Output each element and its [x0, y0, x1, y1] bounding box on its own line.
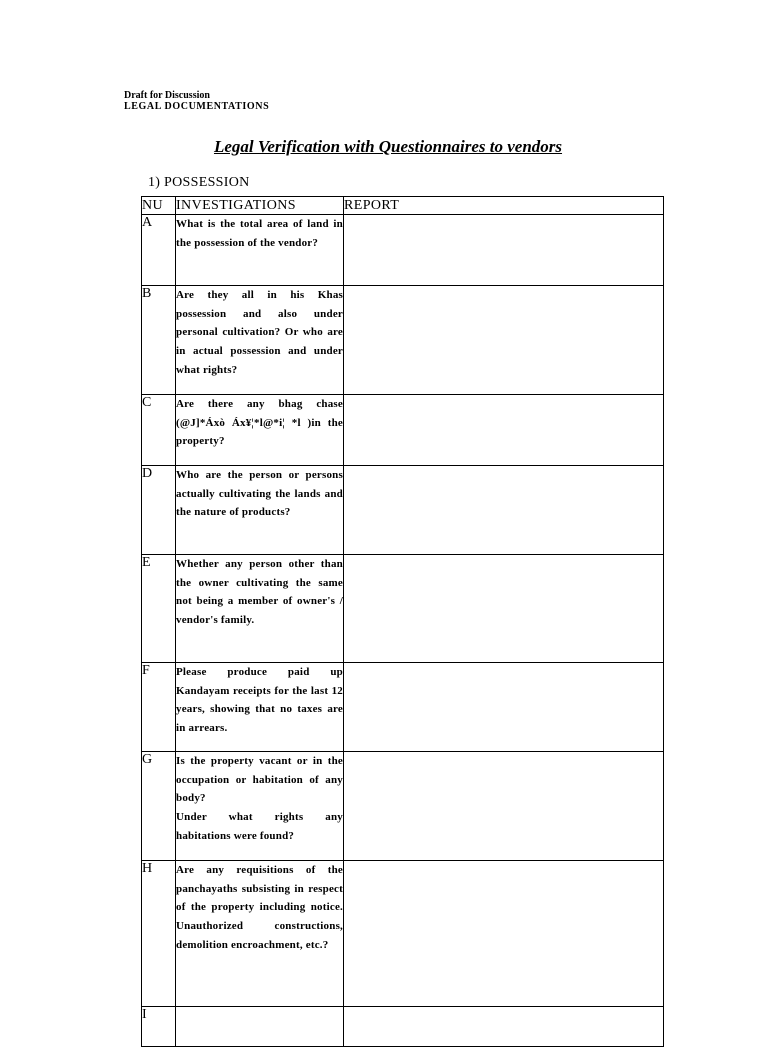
row-number: D	[142, 466, 176, 555]
report-cell[interactable]	[344, 663, 664, 752]
row-number: C	[142, 395, 176, 466]
question-text	[176, 752, 344, 861]
table-row	[142, 663, 664, 752]
section-label: LEGAL DOCUMENTATIONS	[124, 101, 270, 112]
question-text: Are any requisitions of the panchayaths subsisting in respect of the property including notice. Unauthorized constructions, demolition encroachment, etc.?	[176, 861, 344, 1007]
table-row	[142, 215, 664, 286]
report-cell[interactable]	[344, 215, 664, 286]
table-row	[142, 286, 664, 395]
column-header-nu: NU	[142, 197, 176, 215]
table-row	[142, 752, 664, 861]
row-number: F	[142, 663, 176, 752]
table-row	[142, 861, 664, 1007]
report-cell[interactable]	[344, 861, 664, 1007]
document-title: Legal Verification with Questionnaires to vendors	[213, 137, 563, 156]
section-heading: 1) POSSESSION	[148, 175, 250, 190]
row-number: A	[142, 215, 176, 286]
row-number: H	[142, 861, 176, 1007]
question-text-part: Is the property vacant or in the occupation or habitation of any body?	[176, 755, 343, 805]
column-header-report: REPORT	[344, 197, 664, 215]
question-text: Please produce paid up Kandayam receipts for the last 12 years, showing that no taxes are in arrears.	[176, 663, 344, 752]
table-row	[142, 1007, 664, 1047]
question-text-part: Under what rights any habitations were found?	[176, 811, 343, 842]
report-cell[interactable]	[344, 395, 664, 466]
question-text	[176, 1007, 344, 1047]
column-header-investigations: INVESTIGATIONS	[176, 197, 344, 215]
report-cell[interactable]	[344, 1007, 664, 1047]
row-number: I	[142, 1007, 176, 1047]
report-cell[interactable]	[344, 466, 664, 555]
row-number: G	[142, 752, 176, 861]
question-text: What is the total area of land in the possession of the vendor?	[176, 215, 344, 286]
report-cell[interactable]	[344, 555, 664, 663]
row-number: E	[142, 555, 176, 663]
report-cell[interactable]	[344, 286, 664, 395]
row-number: B	[142, 286, 176, 395]
question-text: Are they all in his Khas possession and also under personal cultivation? Or who are in actual possession and under what rights?	[176, 286, 344, 395]
questionnaire-table	[141, 196, 664, 1047]
draft-label: Draft for Discussion	[124, 90, 210, 101]
table-row	[142, 555, 664, 663]
table-row	[142, 466, 664, 555]
table-header-row	[142, 197, 664, 215]
question-text: Are there any bhag chase (@J]*Áxò Áx¥¦*l@*i¦ *l )in the property?	[176, 395, 344, 466]
question-text: Whether any person other than the owner cultivating the same not being a member of owner's / vendor's family.	[176, 555, 344, 663]
question-text: Who are the person or persons actually cultivating the lands and the nature of products?	[176, 466, 344, 555]
table-row	[142, 395, 664, 466]
report-cell[interactable]	[344, 752, 664, 861]
